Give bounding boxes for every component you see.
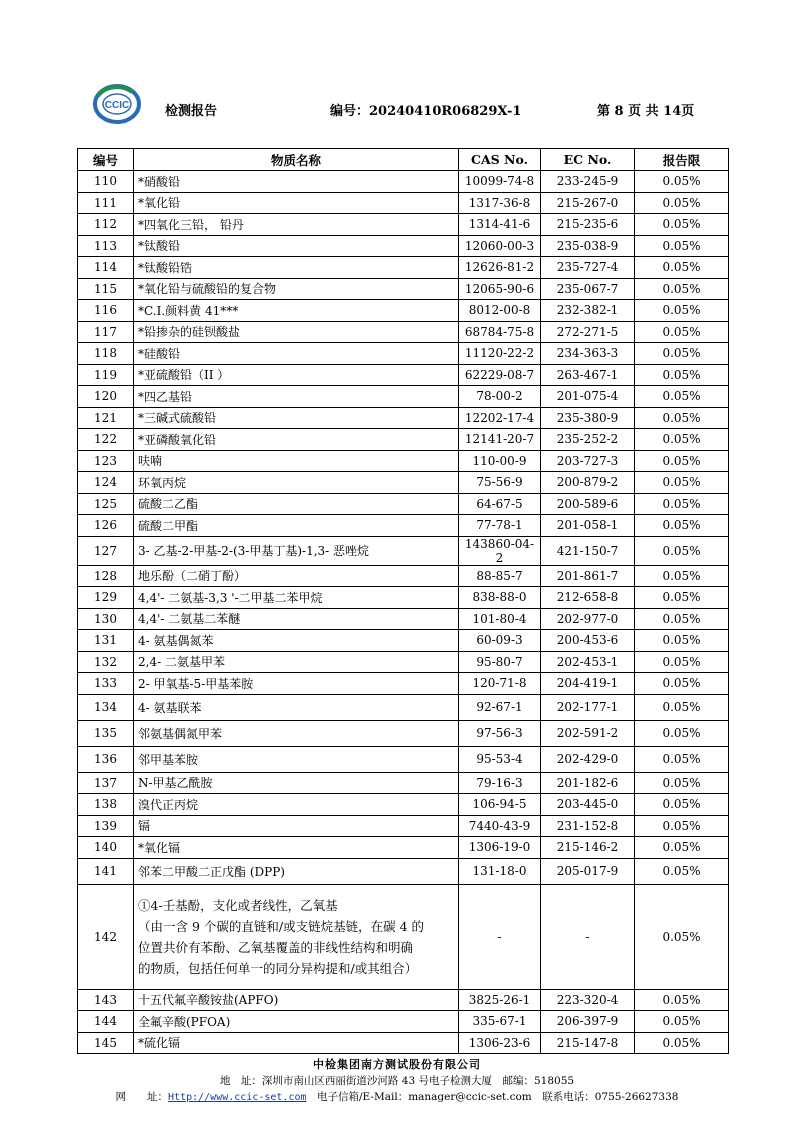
cell-ec: 235-252-2 xyxy=(541,429,635,451)
table-row xyxy=(78,694,729,720)
table-row xyxy=(78,858,729,884)
col-header-no: 编号 xyxy=(78,149,134,171)
cell-cas: 110-00-9 xyxy=(459,450,541,472)
cell-ec: 215-147-8 xyxy=(541,1032,635,1054)
cell-no: 142 xyxy=(78,884,134,989)
cell-name-line: 位置共价有苯酚、乙氧基覆盖的非线性结构和明确 xyxy=(138,939,414,955)
cell-limit: 0.05% xyxy=(635,720,729,746)
table-row xyxy=(78,837,729,859)
table-row xyxy=(78,746,729,772)
cell-limit: 0.05% xyxy=(635,407,729,429)
cell-no: 116 xyxy=(78,300,134,322)
cell-no: 139 xyxy=(78,815,134,837)
cell-name: 3- 乙基-2-甲基-2-(3-甲基丁基)-1,3- 恶唑烷 xyxy=(134,536,459,565)
cell-name: *铅掺杂的硅钡酸盐 xyxy=(134,321,459,343)
table-row xyxy=(78,171,729,193)
table-row xyxy=(78,515,729,537)
table-row xyxy=(78,1011,729,1033)
cell-name: *钛酸铅 xyxy=(134,235,459,257)
cell-ec: 203-727-3 xyxy=(541,450,635,472)
cell-no: 130 xyxy=(78,608,134,630)
cell-no: 145 xyxy=(78,1032,134,1054)
cell-ec: 201-182-6 xyxy=(541,772,635,794)
table-row xyxy=(78,608,729,630)
cell-limit: 0.05% xyxy=(635,884,729,989)
table-row xyxy=(78,651,729,673)
cell-name: 邻甲基苯胺 xyxy=(134,746,459,772)
table-row xyxy=(78,565,729,587)
table-row xyxy=(78,407,729,429)
report-number: 编号：20240410R06829X-1 xyxy=(330,104,522,119)
cell-ec: 215-235-6 xyxy=(541,214,635,236)
cell-cas: 1317-36-8 xyxy=(459,192,541,214)
cell-ec: 223-320-4 xyxy=(541,989,635,1011)
cell-limit: 0.05% xyxy=(635,837,729,859)
table-row xyxy=(78,587,729,609)
footer-web-label: 网 址： xyxy=(115,1091,169,1103)
cell-no: 129 xyxy=(78,587,134,609)
cell-name: 溴代正丙烷 xyxy=(134,794,459,816)
cell-no: 124 xyxy=(78,472,134,494)
cell-limit: 0.05% xyxy=(635,343,729,365)
table-row xyxy=(78,493,729,515)
cell-ec: 235-067-7 xyxy=(541,278,635,300)
cell-ec: 201-861-7 xyxy=(541,565,635,587)
table-row xyxy=(78,472,729,494)
cell-limit: 0.05% xyxy=(635,450,729,472)
cell-name: 全氟辛酸(PFOA) xyxy=(134,1011,459,1033)
cell-limit: 0.05% xyxy=(635,1011,729,1033)
table-body xyxy=(78,171,729,1054)
cell-ec: 202-177-1 xyxy=(541,694,635,720)
cell-name: 镉 xyxy=(134,815,459,837)
cell-cas: 12626-81-2 xyxy=(459,257,541,279)
cell-limit: 0.05% xyxy=(635,472,729,494)
cell-name: *亚磷酸氧化铅 xyxy=(134,429,459,451)
cell-no: 121 xyxy=(78,407,134,429)
cell-name: 硫酸二乙酯 xyxy=(134,493,459,515)
cell-no: 135 xyxy=(78,720,134,746)
cell-limit: 0.05% xyxy=(635,989,729,1011)
cell-name: *C.I.颜料黄 41*** xyxy=(134,300,459,322)
cell-no: 137 xyxy=(78,772,134,794)
cell-cas: 12065-90-6 xyxy=(459,278,541,300)
logo-text: CCIC xyxy=(104,100,130,111)
cell-name: *硅酸铅 xyxy=(134,343,459,365)
cell-cas: 12202-17-4 xyxy=(459,407,541,429)
cell-limit: 0.05% xyxy=(635,772,729,794)
cell-cas: 11120-22-2 xyxy=(459,343,541,365)
cell-ec: 201-075-4 xyxy=(541,386,635,408)
cell-no: 143 xyxy=(78,989,134,1011)
cell-limit: 0.05% xyxy=(635,214,729,236)
cell-no: 110 xyxy=(78,171,134,193)
cell-limit: 0.05% xyxy=(635,493,729,515)
cell-limit: 0.05% xyxy=(635,608,729,630)
cell-limit: 0.05% xyxy=(635,515,729,537)
cell-cas: 143860-04-2 xyxy=(459,536,541,565)
cell-ec: 234-363-3 xyxy=(541,343,635,365)
cell-ec: 202-591-2 xyxy=(541,720,635,746)
table-row xyxy=(78,343,729,365)
cell-name: *硝酸铅 xyxy=(134,171,459,193)
ccic-logo-icon xyxy=(92,84,142,124)
cell-no: 128 xyxy=(78,565,134,587)
table-row xyxy=(78,429,729,451)
cell-cas: 12141-20-7 xyxy=(459,429,541,451)
cell-limit: 0.05% xyxy=(635,300,729,322)
cell-cas: 95-80-7 xyxy=(459,651,541,673)
cell-limit: 0.05% xyxy=(635,565,729,587)
table-row xyxy=(78,300,729,322)
cell-cas: 1314-41-6 xyxy=(459,214,541,236)
cell-ec: 235-380-9 xyxy=(541,407,635,429)
footer-company: 中检集团南方测试股份有限公司 xyxy=(313,1058,481,1071)
cell-no: 132 xyxy=(78,651,134,673)
cell-ec: 200-879-2 xyxy=(541,472,635,494)
cell-ec: 202-453-1 xyxy=(541,651,635,673)
cell-cas: 60-09-3 xyxy=(459,630,541,652)
cell-cas: 75-56-9 xyxy=(459,472,541,494)
table-row xyxy=(78,450,729,472)
col-header-cas: CAS No. xyxy=(459,149,541,171)
cell-cas: 101-80-4 xyxy=(459,608,541,630)
cell-no: 140 xyxy=(78,837,134,859)
table-row xyxy=(78,536,729,565)
cell-cas: 97-56-3 xyxy=(459,720,541,746)
cell-ec: 231-152-8 xyxy=(541,815,635,837)
cell-no: 133 xyxy=(78,673,134,695)
cell-name: 硫酸二甲酯 xyxy=(134,515,459,537)
cell-limit: 0.05% xyxy=(635,794,729,816)
cell-limit: 0.05% xyxy=(635,673,729,695)
table-header-row xyxy=(78,149,729,171)
cell-limit: 0.05% xyxy=(635,386,729,408)
cell-cas: 131-18-0 xyxy=(459,858,541,884)
cell-cas: 64-67-5 xyxy=(459,493,541,515)
cell-limit: 0.05% xyxy=(635,815,729,837)
cell-limit: 0.05% xyxy=(635,364,729,386)
cell-no: 112 xyxy=(78,214,134,236)
cell-no: 131 xyxy=(78,630,134,652)
cell-no: 122 xyxy=(78,429,134,451)
cell-ec: 206-397-9 xyxy=(541,1011,635,1033)
cell-cas: 95-53-4 xyxy=(459,746,541,772)
cell-ec: 272-271-5 xyxy=(541,321,635,343)
cell-cas: 77-78-1 xyxy=(459,515,541,537)
cell-name: 环氧丙烷 xyxy=(134,472,459,494)
cell-cas: 12060-00-3 xyxy=(459,235,541,257)
cell-no: 117 xyxy=(78,321,134,343)
cell-name: *四乙基铅 xyxy=(134,386,459,408)
table-row xyxy=(78,214,729,236)
table-row xyxy=(78,815,729,837)
cell-limit: 0.05% xyxy=(635,192,729,214)
cell-no: 138 xyxy=(78,794,134,816)
col-header-limit: 报告限 xyxy=(635,149,729,171)
cell-cas: 7440-43-9 xyxy=(459,815,541,837)
footer-contact-info: 电子信箱/E-Mail：manager@ccic-set.com 联系电话：0755-26627338 xyxy=(306,1091,679,1103)
cell-cas: 92-67-1 xyxy=(459,694,541,720)
cell-ec: 205-017-9 xyxy=(541,858,635,884)
cell-ec: 263-467-1 xyxy=(541,364,635,386)
cell-ec: 200-453-6 xyxy=(541,630,635,652)
cell-ec: 212-658-8 xyxy=(541,587,635,609)
cell-limit: 0.05% xyxy=(635,171,729,193)
footer-contact xyxy=(0,1089,794,1104)
cell-cas: 335-67-1 xyxy=(459,1011,541,1033)
cell-limit: 0.05% xyxy=(635,235,729,257)
cell-limit: 0.05% xyxy=(635,746,729,772)
cell-ec: - xyxy=(541,884,635,989)
cell-no: 119 xyxy=(78,364,134,386)
cell-no: 111 xyxy=(78,192,134,214)
cell-ec: 204-419-1 xyxy=(541,673,635,695)
cell-limit: 0.05% xyxy=(635,694,729,720)
cell-no: 134 xyxy=(78,694,134,720)
cell-name: *氧化铅 xyxy=(134,192,459,214)
cell-no: 144 xyxy=(78,1011,134,1033)
cell-limit: 0.05% xyxy=(635,257,729,279)
cell-name: 2- 甲氧基-5-甲基苯胺 xyxy=(134,673,459,695)
cell-name-line: 的物质，包括任何单一的同分异构提和/或其组合） xyxy=(138,960,418,976)
cell-name: *氧化铅与硫酸铅的复合物 xyxy=(134,278,459,300)
cell-no: 118 xyxy=(78,343,134,365)
cell-cas: 68784-75-8 xyxy=(459,321,541,343)
cell-no: 141 xyxy=(78,858,134,884)
table-row xyxy=(78,278,729,300)
cell-ec: 235-727-4 xyxy=(541,257,635,279)
cell-cas: 10099-74-8 xyxy=(459,171,541,193)
cell-limit: 0.05% xyxy=(635,630,729,652)
cell-name: *三碱式硫酸铅 xyxy=(134,407,459,429)
cell-no: 126 xyxy=(78,515,134,537)
col-header-ec: EC No. xyxy=(541,149,635,171)
cell-no: 123 xyxy=(78,450,134,472)
col-header-name: 物质名称 xyxy=(134,149,459,171)
table-row xyxy=(78,364,729,386)
cell-cas: 106-94-5 xyxy=(459,794,541,816)
cell-name: 2,4- 二氨基甲苯 xyxy=(134,651,459,673)
cell-name: *氧化镉 xyxy=(134,837,459,859)
cell-no: 125 xyxy=(78,493,134,515)
table-row xyxy=(78,884,729,989)
cell-cas: 78-00-2 xyxy=(459,386,541,408)
table-row xyxy=(78,257,729,279)
cell-ec: 232-382-1 xyxy=(541,300,635,322)
cell-name: *硫化镉 xyxy=(134,1032,459,1054)
cell-ec: 421-150-7 xyxy=(541,536,635,565)
cell-name: *钛酸铅锆 xyxy=(134,257,459,279)
cell-ec: 215-146-2 xyxy=(541,837,635,859)
cell-cas: 1306-23-6 xyxy=(459,1032,541,1054)
cell-limit: 0.05% xyxy=(635,429,729,451)
cell-ec: 202-429-0 xyxy=(541,746,635,772)
cell-name xyxy=(134,884,459,989)
cell-limit: 0.05% xyxy=(635,1032,729,1054)
cell-no: 120 xyxy=(78,386,134,408)
cell-name: 邻苯二甲酸二正戊酯 (DPP) xyxy=(134,858,459,884)
table-row xyxy=(78,1032,729,1054)
cell-name: 4- 氨基偶氮苯 xyxy=(134,630,459,652)
cell-cas: 3825-26-1 xyxy=(459,989,541,1011)
cell-cas: 79-16-3 xyxy=(459,772,541,794)
table-row xyxy=(78,989,729,1011)
table-row xyxy=(78,673,729,695)
cell-name: *亚硫酸铅（II ） xyxy=(134,364,459,386)
page-indicator: 第 8 页 共 14页 xyxy=(597,104,695,119)
table-row xyxy=(78,630,729,652)
cell-name-line: （由一含 9 个碳的直链和/或支链烷基链，在碳 4 的 xyxy=(138,918,425,934)
cell-name: 4- 氨基联苯 xyxy=(134,694,459,720)
cell-limit: 0.05% xyxy=(635,321,729,343)
cell-ec: 203-445-0 xyxy=(541,794,635,816)
cell-name: N-甲基乙酰胺 xyxy=(134,772,459,794)
cell-limit: 0.05% xyxy=(635,651,729,673)
table-row xyxy=(78,720,729,746)
report-title: 检测报告 xyxy=(165,104,218,119)
cell-limit: 0.05% xyxy=(635,278,729,300)
cell-no: 127 xyxy=(78,536,134,565)
cell-no: 114 xyxy=(78,257,134,279)
cell-limit: 0.05% xyxy=(635,536,729,565)
cell-cas: 88-85-7 xyxy=(459,565,541,587)
cell-name: 地乐酚（二硝丁酚） xyxy=(134,565,459,587)
footer-address: 地 址：深圳市南山区西丽街道沙河路 43 号电子检测大厦 邮编：518055 xyxy=(219,1075,575,1087)
cell-ec: 235-038-9 xyxy=(541,235,635,257)
cell-cas: 120-71-8 xyxy=(459,673,541,695)
cell-name: *四氧化三铅， 铅丹 xyxy=(134,214,459,236)
table-row xyxy=(78,321,729,343)
cell-ec: 202-977-0 xyxy=(541,608,635,630)
table-row xyxy=(78,192,729,214)
footer-web-link[interactable]: Http://www.ccic-set.com xyxy=(168,1092,307,1103)
cell-cas: - xyxy=(459,884,541,989)
cell-ec: 201-058-1 xyxy=(541,515,635,537)
table-row xyxy=(78,794,729,816)
cell-cas: 1306-19-0 xyxy=(459,837,541,859)
table-row xyxy=(78,235,729,257)
cell-name-line: ①4-壬基酚，支化或者线性，乙氧基 xyxy=(138,897,338,913)
cell-cas: 8012-00-8 xyxy=(459,300,541,322)
cell-name: 邻氨基偶氮甲苯 xyxy=(134,720,459,746)
cell-name: 呋喃 xyxy=(134,450,459,472)
cell-name: 十五代氟辛酸铵盐(APFO) xyxy=(134,989,459,1011)
cell-name: 4,4'- 二氨基二苯醚 xyxy=(134,608,459,630)
substance-table xyxy=(77,148,729,1054)
page-header xyxy=(90,84,715,124)
cell-ec: 200-589-6 xyxy=(541,493,635,515)
cell-name: 4,4'- 二氨基-3,3 '-二甲基二苯甲烷 xyxy=(134,587,459,609)
table-row xyxy=(78,772,729,794)
cell-cas: 838-88-0 xyxy=(459,587,541,609)
table-row xyxy=(78,386,729,408)
cell-limit: 0.05% xyxy=(635,587,729,609)
cell-ec: 215-267-0 xyxy=(541,192,635,214)
cell-ec: 233-245-9 xyxy=(541,171,635,193)
cell-no: 113 xyxy=(78,235,134,257)
cell-no: 136 xyxy=(78,746,134,772)
cell-limit: 0.05% xyxy=(635,858,729,884)
cell-no: 115 xyxy=(78,278,134,300)
cell-cas: 62229-08-7 xyxy=(459,364,541,386)
